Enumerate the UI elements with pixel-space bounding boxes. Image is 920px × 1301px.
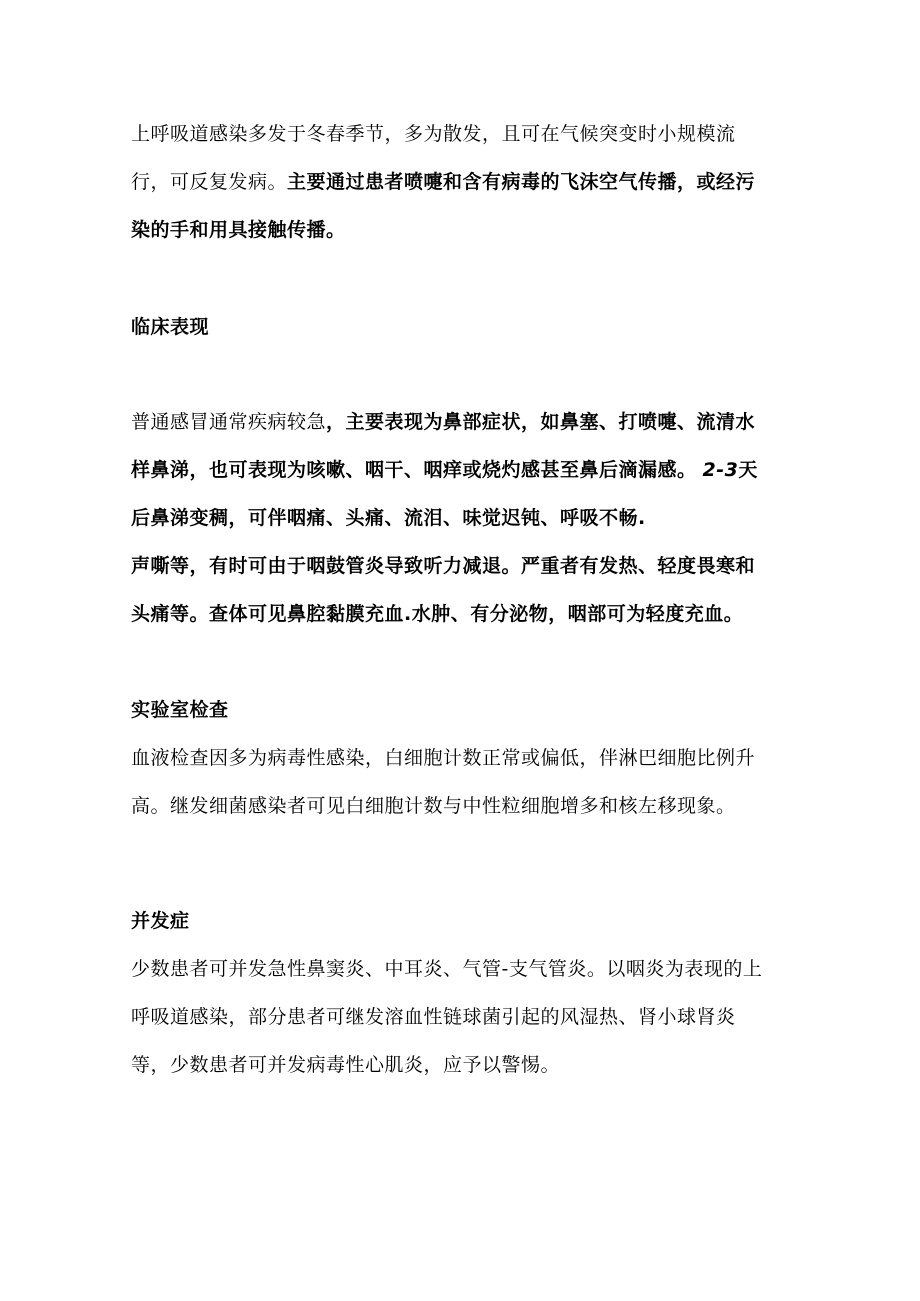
clinical-bold-text: 声嘶等，有时可由于咽鼓管炎导致听力减退。严重者有发热、轻度畏寒和 (131, 555, 756, 577)
complications-text: 等，少数患者可并发病毒性心肌炎，应予以警惕。 (131, 1054, 561, 1076)
clinical-duration: 2-3 (702, 459, 739, 481)
clinical-duration-unit: 天 (738, 459, 758, 481)
intro-line-3 (131, 217, 346, 243)
complications-text: 呼吸道感染，部分患者可继发溶血性链球菌引起的风湿热、肾小球肾炎 (131, 1006, 736, 1028)
clinical-bold-text: ，主要表现为鼻部症状，如鼻塞、打喷嚏、流清水 (326, 411, 756, 433)
lab-text: 高。继发细菌感染者可见白细胞计数与中性粒细胞增多和核左移现象。 (131, 795, 736, 817)
complications-line-3 (131, 1052, 560, 1078)
clinical-line-1 (131, 409, 755, 435)
clinical-heading: 临床表现 (131, 316, 210, 338)
clinical-line-5 (131, 601, 743, 627)
clinical-line-2 (131, 457, 758, 483)
complications-line-1 (131, 956, 762, 982)
clinical-bold-text: 后鼻涕变稠，可伴咽痛、头痛、流泪、味觉迟钝、呼吸不畅. (131, 507, 646, 529)
intro-text: 上呼吸道感染多发于冬春季节，多为散发，且可在气候突变时小规模流 (131, 123, 736, 145)
clinical-text: 普通感冒通常疾病较急 (131, 411, 327, 433)
intro-line-1 (131, 121, 736, 147)
lab-line-1 (131, 745, 755, 771)
intro-text: 行，可反复发病。 (131, 171, 288, 193)
intro-bold-text: 主要通过患者喷嚏和含有病毒的飞沫空气传播，或经污 (287, 171, 756, 193)
clinical-line-3 (131, 505, 646, 531)
lab-text: 血液检查因多为病毒性感染，白细胞计数正常或偏低，伴淋巴细胞比例升 (131, 747, 756, 769)
intro-bold-text: 染的手和用具接触传播。 (131, 219, 346, 241)
clinical-line-4 (131, 553, 755, 579)
intro-line-2 (131, 169, 755, 195)
complications-heading: 并发症 (131, 910, 190, 932)
complications-line-2 (131, 1004, 736, 1030)
clinical-bold-text: 头痛等。查体可见鼻腔黏膜充血.水肿、有分泌物，咽部可为轻度充血。 (131, 603, 744, 625)
lab-heading: 实验室检查 (131, 699, 229, 721)
complications-text: 少数患者可并发急性鼻窦炎、中耳炎、气管-支气管炎。以咽炎为表现的上 (131, 958, 763, 980)
clinical-bold-text: 样鼻涕，也可表现为咳嗽、咽干、咽痒或烧灼感甚至鼻后滴漏感。 (131, 459, 697, 481)
lab-line-2 (131, 793, 736, 819)
